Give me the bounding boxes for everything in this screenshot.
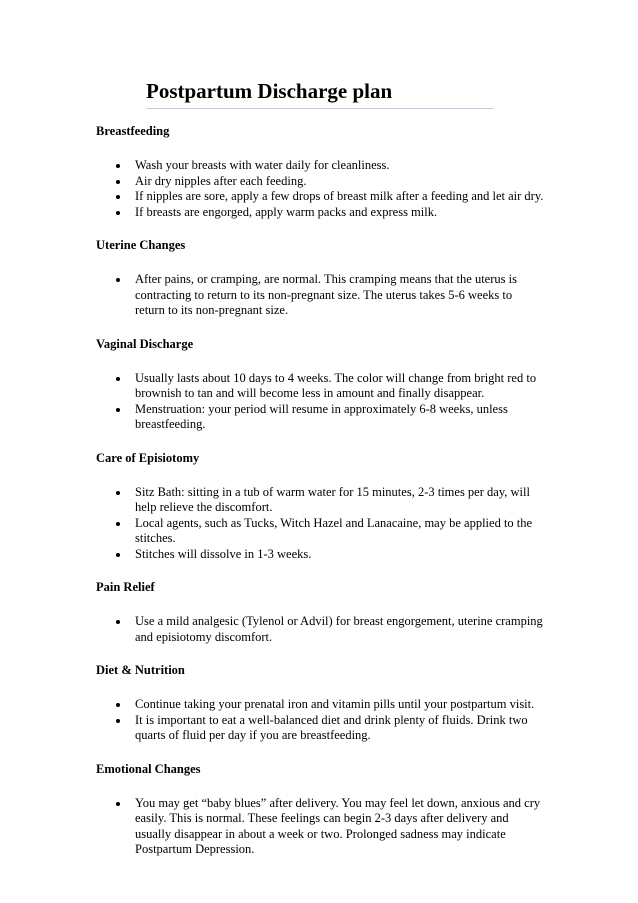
list-item-text: Usually lasts about 10 days to 4 weeks. The color will change from bright red to brownish to tan and will become less in amount and finally disappear. xyxy=(135,370,537,400)
bullet-icon xyxy=(116,377,120,381)
bullet-icon xyxy=(116,802,120,806)
section-heading: Pain Relief xyxy=(96,580,155,594)
section-heading: Uterine Changes xyxy=(96,238,186,252)
bullet-list xyxy=(96,371,556,433)
list-item xyxy=(96,713,545,744)
section-heading: Emotional Changes xyxy=(96,761,201,776)
document-title: Postpartum Discharge plan xyxy=(146,79,393,103)
bullet-icon xyxy=(116,408,120,412)
list-item-text: Sitz Bath: sitting in a tub of warm water for 15 minutes, 2-3 times per day, will help relieve the discomfort. xyxy=(135,484,530,514)
section-heading: Diet & Nutrition xyxy=(96,663,185,677)
bullet-icon xyxy=(116,620,120,624)
list-item xyxy=(96,158,545,174)
list-item-text: Menstruation: your period will resume in approximately 6-8 weeks, unless breastfeeding. xyxy=(135,401,508,431)
bullet-list xyxy=(96,614,556,645)
list-item-text: Stitches will dissolve in 1-3 weeks. xyxy=(135,546,312,561)
list-item-text: If breasts are engorged, apply warm packs and express milk. xyxy=(135,204,438,219)
bullet-icon xyxy=(116,553,120,557)
section-heading: Vaginal Discharge xyxy=(96,336,194,351)
bullet-list xyxy=(96,796,556,858)
list-item-text: Air dry nipples after each feeding. xyxy=(135,173,307,188)
list-item xyxy=(96,402,545,433)
list-item xyxy=(96,614,545,645)
bullet-icon xyxy=(116,719,120,723)
list-item xyxy=(96,547,545,563)
bullet-icon xyxy=(116,195,120,199)
bullet-icon xyxy=(116,703,120,707)
document-body xyxy=(96,124,556,876)
bullet-icon xyxy=(116,522,120,526)
title-block xyxy=(146,78,494,109)
list-item xyxy=(96,371,545,402)
section-care-of-episiotomy xyxy=(96,451,556,563)
list-item xyxy=(96,272,545,319)
list-item-text: Continue taking your prenatal iron and vitamin pills until your postpartum visit. xyxy=(135,697,535,711)
bullet-list xyxy=(96,272,556,319)
list-item xyxy=(96,516,545,547)
section-heading: Care of Episiotomy xyxy=(96,450,200,465)
bullet-icon xyxy=(116,180,120,184)
list-item xyxy=(96,485,545,516)
list-item-text: If nipples are sore, apply a few drops of breast milk after a feeding and let air dry. xyxy=(135,189,544,203)
section-pain-relief xyxy=(96,580,556,645)
list-item xyxy=(96,697,545,713)
bullet-icon xyxy=(116,211,120,215)
section-heading: Breastfeeding xyxy=(96,124,170,138)
section-uterine-changes xyxy=(96,238,556,319)
list-item-text: It is important to eat a well-balanced diet and drink plenty of fluids. Drink two quarts of fluid per day if you are breastfeeding. xyxy=(135,712,528,742)
bullet-list xyxy=(96,158,556,220)
list-item-text: Use a mild analgesic (Tylenol or Advil) for breast engorgement, uterine cramping and episiotomy discomfort. xyxy=(135,614,543,644)
list-item-text: You may get “baby blues” after delivery. You may feel let down, anxious and cry easily. This is normal. These feelings can begin 2-3 days after delivery and usually disappear in about a week or two. Prolonged sadness may indicate Postpartum Depression. xyxy=(135,795,541,856)
bullet-list xyxy=(96,697,556,744)
list-item xyxy=(96,796,545,858)
list-item xyxy=(96,189,545,205)
list-item xyxy=(96,174,545,190)
list-item xyxy=(96,205,545,221)
section-emotional-changes xyxy=(96,762,556,858)
bullet-icon xyxy=(116,278,120,282)
list-item-text: After pains, or cramping, are normal. This cramping means that the uterus is contracting to return to its non-pregnant size. The uterus takes 5-6 weeks to return to its non-pregnant size. xyxy=(135,272,517,317)
list-item-text: Local agents, such as Tucks, Witch Hazel and Lanacaine, may be applied to the stitches. xyxy=(135,515,533,545)
section-breastfeeding xyxy=(96,124,556,220)
bullet-icon xyxy=(116,491,120,495)
list-item-text: Wash your breasts with water daily for cleanliness. xyxy=(135,158,390,172)
section-vaginal-discharge xyxy=(96,337,556,433)
bullet-list xyxy=(96,485,556,563)
bullet-icon xyxy=(116,164,120,168)
section-diet-nutrition xyxy=(96,663,556,744)
